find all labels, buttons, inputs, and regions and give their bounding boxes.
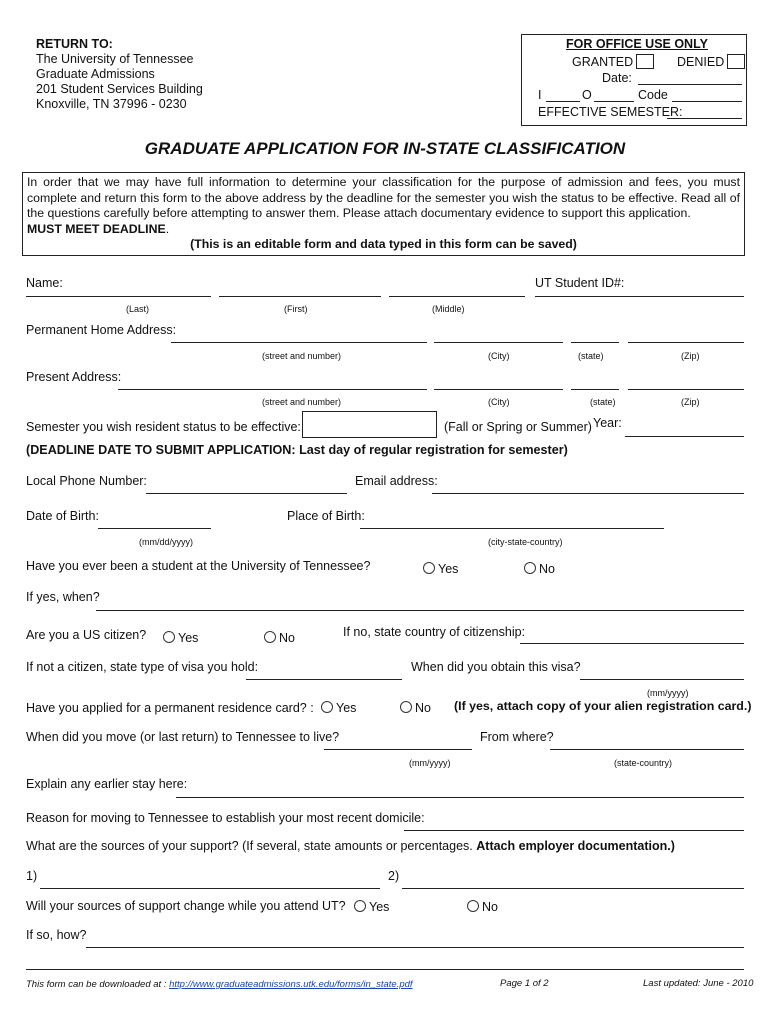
intro-editable-note: (This is an editable form and data typed in this form can be saved) <box>190 237 577 251</box>
radio-icon[interactable] <box>467 900 479 912</box>
us-citizen-no[interactable] <box>264 631 295 645</box>
present-street-input[interactable] <box>118 389 427 390</box>
office-i-label: I <box>538 88 542 102</box>
pob-label: Place of Birth: <box>287 509 365 523</box>
move-date-format: (mm/yyyy) <box>409 758 451 768</box>
visa-type-input[interactable] <box>246 679 402 680</box>
return-to-line-4: Knoxville, TN 37996 - 0230 <box>36 97 187 111</box>
last-name-input[interactable] <box>26 296 211 297</box>
middle-name-input[interactable] <box>389 296 525 297</box>
perm-city-input[interactable] <box>434 342 563 343</box>
radio-icon[interactable] <box>264 631 276 643</box>
reason-label: Reason for moving to Tennessee to establish your most recent domicile: <box>26 811 425 825</box>
us-citizen-question: Are you a US citizen? <box>26 628 147 642</box>
office-heading: FOR OFFICE USE ONLY <box>566 37 708 51</box>
from-where-input[interactable] <box>550 749 744 750</box>
present-state-caption: (state) <box>590 397 616 407</box>
dob-label: Date of Birth: <box>26 509 99 523</box>
office-date-label: Date: <box>602 71 632 85</box>
if-so-how-label: If so, how? <box>26 928 87 942</box>
intro-text: In order that we may have full information to determine your classification for the purpose of admission and fees, you must complete and return this form to the above address by the deadline for the semester you wish the status to be effective. Read all of the questions carefully before attempting to answer them. Please attach documentary evidence to support this application. <box>27 175 740 220</box>
yes-label: Yes <box>178 631 199 645</box>
reason-input[interactable] <box>404 830 744 831</box>
pob-format: (city-state-country) <box>488 537 563 547</box>
radio-icon[interactable] <box>400 701 412 713</box>
pob-input[interactable] <box>360 528 664 529</box>
perm-city-caption: (City) <box>488 351 510 361</box>
present-zip-input[interactable] <box>628 389 744 390</box>
from-where-format: (state-country) <box>614 758 673 768</box>
footer-divider <box>26 969 744 970</box>
return-to-heading: RETURN TO: <box>36 37 113 51</box>
if-yes-when-input[interactable] <box>96 610 744 611</box>
office-semester-label: EFFECTIVE SEMESTER: <box>538 105 683 119</box>
sources-question <box>26 839 675 853</box>
sources-question-text: What are the sources of your support? (If several, state amounts or percentages. <box>26 839 473 853</box>
office-code-line[interactable] <box>672 101 742 102</box>
office-o-line[interactable] <box>594 101 634 102</box>
change-question: Will your sources of support change while you attend UT? <box>26 899 346 913</box>
source-1-input[interactable] <box>40 888 380 889</box>
granted-label: GRANTED <box>572 55 634 69</box>
semester-input[interactable] <box>302 411 437 438</box>
return-to-line-1: The University of Tennessee <box>36 52 194 66</box>
granted-checkbox[interactable] <box>636 54 654 69</box>
phone-input[interactable] <box>146 493 347 494</box>
return-to-line-2: Graduate Admissions <box>36 67 155 81</box>
present-city-caption: (City) <box>488 397 510 407</box>
visa-when-label: When did you obtain this visa? <box>411 660 581 674</box>
perm-res-no[interactable] <box>400 701 431 715</box>
semester-hint: (Fall or Spring or Summer) <box>444 420 592 434</box>
source-2-input[interactable] <box>402 888 744 889</box>
source-2-label: 2) <box>388 869 400 883</box>
radio-icon[interactable] <box>163 631 175 643</box>
office-code-label: Code <box>638 88 668 102</box>
no-label: No <box>482 900 498 914</box>
perm-street-input[interactable] <box>171 342 427 343</box>
change-yes[interactable] <box>354 900 389 914</box>
present-address-label: Present Address: <box>26 370 122 384</box>
office-denied <box>677 54 745 69</box>
footer-page: Page 1 of 2 <box>500 978 549 989</box>
denied-checkbox[interactable] <box>727 54 745 69</box>
footer-download <box>26 979 413 990</box>
office-o-label: O <box>582 88 592 102</box>
present-city-input[interactable] <box>434 389 563 390</box>
semester-label: Semester you wish resident status to be effective: <box>26 420 301 434</box>
if-so-how-input[interactable] <box>86 947 744 948</box>
perm-state-caption: (state) <box>578 351 604 361</box>
first-caption: (First) <box>284 304 308 314</box>
footer-updated: Last updated: June - 2010 <box>643 978 754 989</box>
yes-label: Yes <box>369 900 390 914</box>
radio-icon[interactable] <box>321 701 333 713</box>
year-input[interactable] <box>625 436 744 437</box>
perm-zip-input[interactable] <box>628 342 744 343</box>
ut-student-no[interactable] <box>524 562 555 576</box>
no-label: No <box>539 562 555 576</box>
student-id-input[interactable] <box>535 296 744 297</box>
email-label: Email address: <box>355 474 438 488</box>
office-granted <box>572 54 654 69</box>
no-label: No <box>415 701 431 715</box>
earlier-stay-input[interactable] <box>176 797 744 798</box>
earlier-stay-label: Explain any earlier stay here: <box>26 777 188 791</box>
intro-box: In order that we may have full information to determine your classification for the purpose of admission and fees, you must complete and return this form to the above address by the deadline for the semester you wish the status to be effective. Read all of the questions carefully before attempting to answer them. Please attach documentary evidence to support this application. MUST MEET DEADLINE. (This is an editable form and data typed in this form can be saved) <box>22 172 745 256</box>
sources-attach-note: Attach employer documentation.) <box>476 839 675 853</box>
student-id-label: UT Student ID#: <box>535 276 625 290</box>
from-where-label: From where? <box>480 730 554 744</box>
country-input[interactable] <box>520 643 744 644</box>
dob-format: (mm/dd/yyyy) <box>139 537 193 547</box>
change-no[interactable] <box>467 900 498 914</box>
perm-zip-caption: (Zip) <box>681 351 700 361</box>
no-label: No <box>279 631 295 645</box>
radio-icon[interactable] <box>524 562 536 574</box>
perm-res-question: Have you applied for a permanent residence card? : <box>26 701 314 715</box>
page-title: GRADUATE APPLICATION FOR IN-STATE CLASSIFICATION <box>144 139 626 158</box>
last-caption: (Last) <box>126 304 150 314</box>
country-label: If no, state country of citizenship: <box>343 625 526 639</box>
year-label: Year: <box>593 416 622 430</box>
middle-caption: (Middle) <box>432 304 465 314</box>
deadline-note: (DEADLINE DATE TO SUBMIT APPLICATION: Last day of regular registration for semester) <box>26 443 568 457</box>
perm-state-input[interactable] <box>571 342 619 343</box>
office-use-box <box>521 34 747 126</box>
present-state-input[interactable] <box>571 389 619 390</box>
us-citizen-yes[interactable] <box>163 631 198 645</box>
present-street-caption: (street and number) <box>262 397 342 407</box>
alien-card-note: (If yes, attach copy of your alien registration card.) <box>454 699 752 713</box>
visa-when-format: (mm/yyyy) <box>647 688 689 698</box>
perm-street-caption: (street and number) <box>262 351 342 361</box>
footer-download-link[interactable]: http://www.graduateadmissions.utk.edu/forms/in_state.pdf <box>169 979 413 990</box>
intro-deadline: MUST MEET DEADLINE <box>27 221 166 236</box>
visa-type-label: If not a citizen, state type of visa you hold: <box>26 660 259 674</box>
return-to-line-3: 201 Student Services Building <box>36 82 203 96</box>
footer-download-prefix: This form can be downloaded at : <box>26 979 167 990</box>
first-name-input[interactable] <box>219 296 381 297</box>
office-semester-line[interactable] <box>667 118 742 119</box>
dob-input[interactable] <box>98 528 211 529</box>
perm-res-yes[interactable] <box>321 701 356 715</box>
perm-address-label: Permanent Home Address: <box>26 323 177 337</box>
source-1-label: 1) <box>26 869 38 883</box>
yes-label: Yes <box>438 562 459 576</box>
office-date-line[interactable] <box>638 84 742 85</box>
name-label: Name: <box>26 276 63 290</box>
office-i-line[interactable] <box>546 101 580 102</box>
ut-student-question: Have you ever been a student at the University of Tennessee? <box>26 559 371 573</box>
visa-when-input[interactable] <box>580 679 744 680</box>
move-question: When did you move (or last return) to Tennessee to live? <box>26 730 340 744</box>
yes-label: Yes <box>336 701 357 715</box>
email-input[interactable] <box>432 493 744 494</box>
phone-label: Local Phone Number: <box>26 474 147 488</box>
radio-icon[interactable] <box>423 562 435 574</box>
denied-label: DENIED <box>677 55 725 69</box>
move-date-input[interactable] <box>324 749 472 750</box>
if-yes-when-label: If yes, when? <box>26 590 100 604</box>
present-zip-caption: (Zip) <box>681 397 700 407</box>
ut-student-yes[interactable] <box>423 562 458 576</box>
radio-icon[interactable] <box>354 900 366 912</box>
